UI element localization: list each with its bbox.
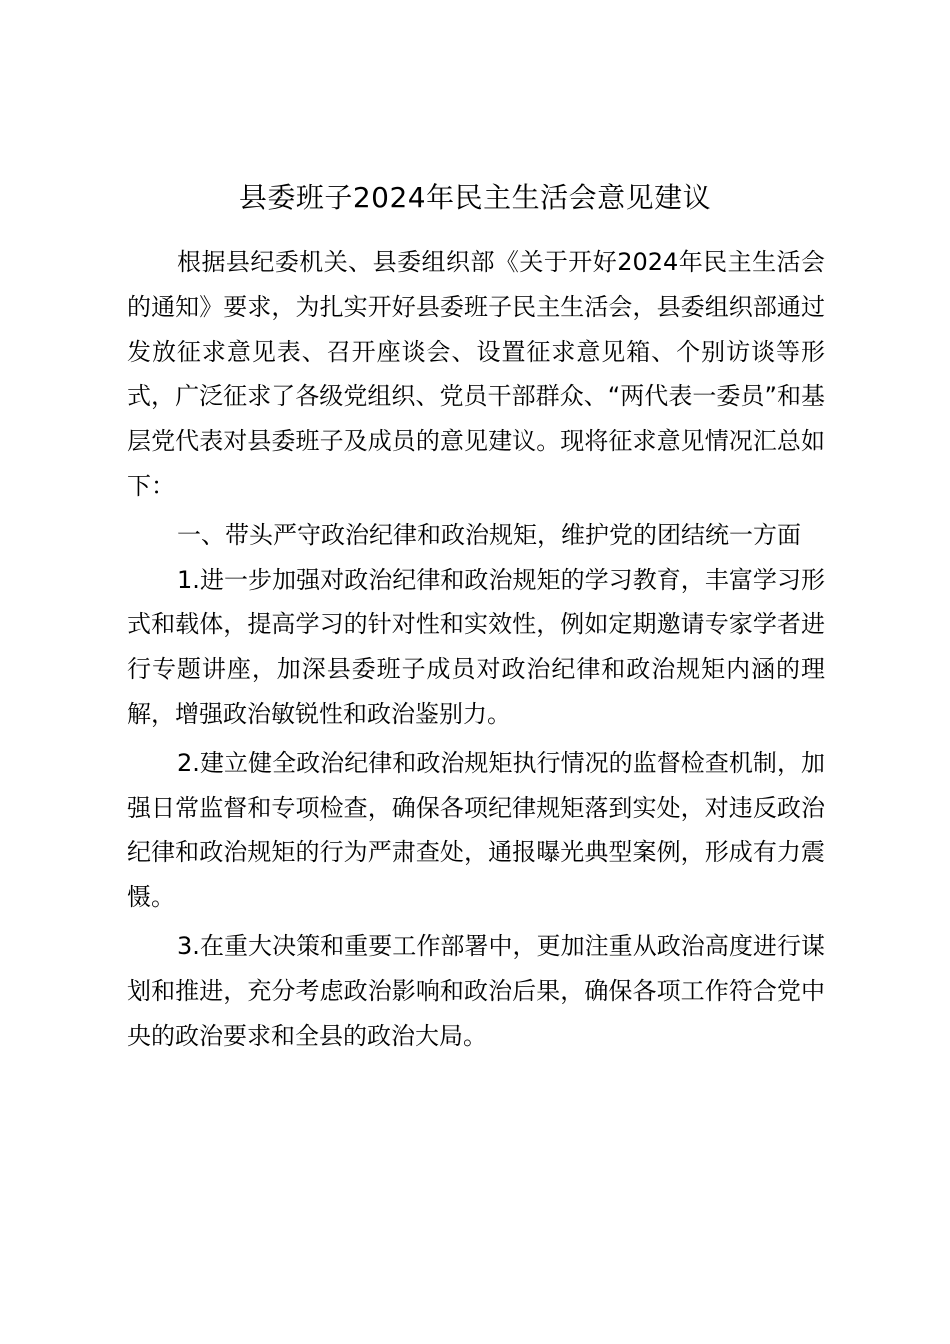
document-body xyxy=(127,240,825,1058)
intro-paragraph: 根据县纪委机关、县委组织部《关于开好2024年民主生活会的通知》要求，为扎实开好县委班子民主生活会，县委组织部通过发放征求意见表、召开座谈会、设置征求意见箱、个别访谈等形式，广泛征求了各级党组织、党员干部群众、“两代表一委员”和基层党代表对县委班子及成员的意见建议。现将征求意见情况汇总如下： xyxy=(127,248,825,500)
list-item: 3.在重大决策和重要工作部署中，更加注重从政治高度进行谋划和推进，充分考虑政治影响和政治后果，确保各项工作符合党中央的政治要求和全县的政治大局。 xyxy=(127,931,825,1050)
list-item: 2.建立健全政治纪律和政治规矩执行情况的监督检查机制，加强日常监督和专项检查，确保各项纪律规矩落到实处，对违反政治纪律和政治规矩的行为严肃查处，通报曝光典型案例，形成有力震慑。 xyxy=(127,748,825,912)
section-heading: 一、带头严守政治纪律和政治规矩，维护党的团结统一方面 xyxy=(177,520,801,549)
document-title: 县委班子2024年民主生活会意见建议 xyxy=(238,181,712,214)
list-item: 1.进一步加强对政治纪律和政治规矩的学习教育，丰富学习形式和载体，提高学习的针对性和实效性，例如定期邀请专家学者进行专题讲座，加深县委班子成员对政治纪律和政治规矩内涵的理解，增强政治敏锐性和政治鉴别力。 xyxy=(127,565,825,728)
